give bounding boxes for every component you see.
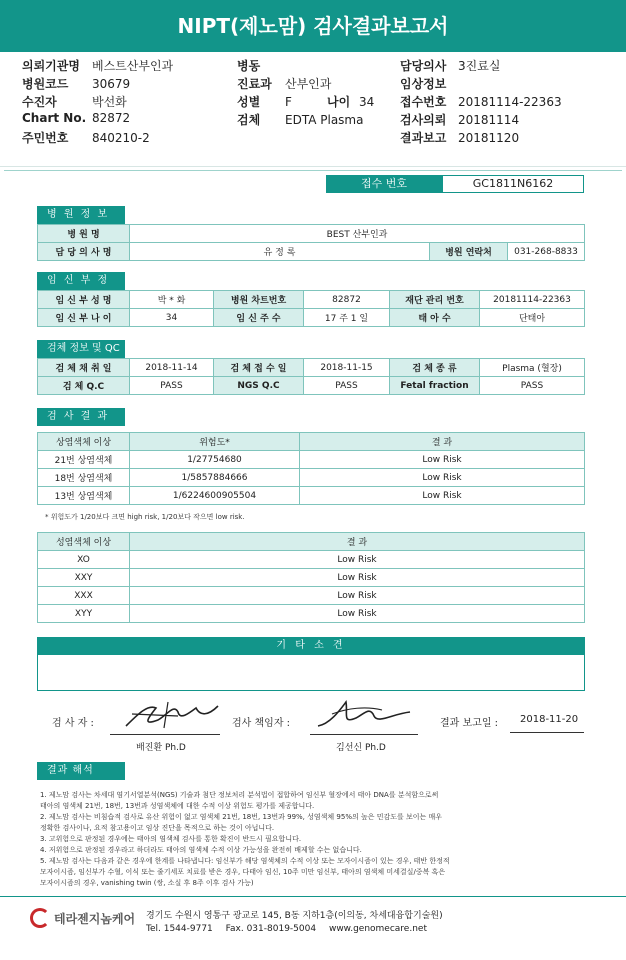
hospital-table bbox=[37, 224, 585, 261]
accession-label: 접수번호 bbox=[400, 95, 447, 109]
interpretation-line: 정확한 검사이나, 요적 참고용이고 임상 진단을 목적으로 하는 것이 아닙니다. bbox=[40, 824, 275, 832]
pt-age-label: 임 신 부 나 이 bbox=[38, 309, 130, 327]
hospital-section-header: 병 원 정 보 bbox=[37, 206, 125, 224]
sex-label: 성별 bbox=[237, 95, 261, 109]
pt-chart-value: 82872 bbox=[304, 291, 390, 309]
chart-no-label: Chart No. bbox=[22, 111, 87, 125]
company-fax: Fax. 031-8019-5004 bbox=[225, 924, 317, 934]
pt-mgmt-label: 재단 관리 번호 bbox=[390, 291, 480, 309]
interpretation-header: 결과 해석 bbox=[37, 762, 125, 780]
sp-type-label: 검 체 종 류 bbox=[390, 359, 480, 377]
patient-table bbox=[37, 290, 585, 327]
doctor-cell-value: 유 정 록 bbox=[130, 243, 430, 261]
chromosome-cell: 13번 상염색체 bbox=[38, 487, 130, 505]
report-title: NIPT(제노맘) 검사결과보고서 bbox=[0, 0, 626, 52]
result-cell: Low Risk bbox=[300, 487, 585, 505]
receipt-number-value: GC1811N6162 bbox=[442, 175, 584, 193]
risk-footnote: * 위험도가 1/20보다 크면 high risk, 1/20보다 작으면 low risk. bbox=[45, 513, 245, 521]
hospital-name-cell-value: BEST 산부인과 bbox=[130, 225, 585, 243]
header-col2 bbox=[237, 57, 374, 129]
report-date-value-sig: 2018-11-20 bbox=[520, 714, 579, 725]
table-row bbox=[38, 569, 585, 587]
autosome-header-abnormality: 상염색체 이상 bbox=[38, 433, 130, 451]
pt-chart-label: 병원 차트번호 bbox=[214, 291, 304, 309]
risk-cell: 1/6224600905504 bbox=[130, 487, 300, 505]
footer-divider bbox=[0, 896, 626, 897]
specimen-label: 검체 bbox=[237, 113, 261, 127]
interpretation-line: 3. 고위험으로 판정된 경우에는 태아의 염색체 검사를 통한 확진이 반드시 필요합니다. bbox=[40, 835, 302, 843]
header-col3 bbox=[400, 57, 562, 147]
department-value: 산부인과 bbox=[285, 77, 332, 91]
report-date-label: 결과보고 bbox=[400, 131, 447, 145]
sex-chromosome-cell: XXX bbox=[38, 587, 130, 605]
sp-receive-label: 검 체 접 수 일 bbox=[214, 359, 304, 377]
examiner-label: 검 사 자 : bbox=[52, 718, 94, 729]
phone-cell-label: 병원 연락처 bbox=[430, 243, 508, 261]
ward-label: 병동 bbox=[237, 59, 261, 73]
sp-ngs-label: NGS Q.C bbox=[214, 377, 304, 395]
interpretation-line: 2. 제노맘 검사는 비침습적 검사로 유산 위험이 없고 염색체 21번, 18번, 13번과 99%, 성염색체 95%의 높은 민감도를 보이는 매우 bbox=[40, 813, 443, 821]
age-value: 34 bbox=[359, 95, 375, 109]
chart-no-value: 82872 bbox=[92, 111, 131, 125]
responsible-sig-line bbox=[310, 734, 418, 735]
other-findings-box bbox=[37, 655, 585, 691]
result-cell: Low Risk bbox=[300, 451, 585, 469]
specimen-table bbox=[37, 358, 585, 395]
sp-receive-value: 2018-11-15 bbox=[304, 359, 390, 377]
table-row bbox=[38, 469, 585, 487]
company-contacts bbox=[146, 924, 427, 934]
table-row bbox=[38, 605, 585, 623]
risk-cell: 1/5857884666 bbox=[130, 469, 300, 487]
interpretation-text bbox=[40, 790, 590, 889]
examiner-name: 배진환 Ph.D bbox=[136, 743, 186, 753]
hospital-code-label: 병원코드 bbox=[22, 77, 69, 91]
table-row bbox=[38, 551, 585, 569]
report-date-line bbox=[510, 732, 584, 733]
report-date-label-sig: 결과 보고일 : bbox=[440, 718, 499, 729]
examiner-signature bbox=[118, 694, 228, 734]
autosome-header-result: 결 과 bbox=[300, 433, 585, 451]
interpretation-line: 4. 저위험으로 판정된 경우라고 하더라도 태아의 염색체 수적 이상 가능성을 완전히 배제할 수는 없습니다. bbox=[40, 846, 362, 854]
sex-header-abnormality: 성염색체 이상 bbox=[38, 533, 130, 551]
sp-collect-value: 2018-11-14 bbox=[130, 359, 214, 377]
doctor-value: 3진료실 bbox=[458, 59, 501, 73]
responsible-name: 김선신 Ph.D bbox=[336, 743, 386, 753]
sex-chromosome-table bbox=[37, 532, 585, 623]
table-row bbox=[38, 451, 585, 469]
result-cell: Low Risk bbox=[130, 605, 585, 623]
result-cell: Low Risk bbox=[130, 551, 585, 569]
pt-name-label: 임 신 부 성 명 bbox=[38, 291, 130, 309]
other-findings-header: 기 타 소 견 bbox=[37, 637, 585, 655]
result-cell: Low Risk bbox=[130, 587, 585, 605]
patient-label: 수진자 bbox=[22, 95, 57, 109]
doctor-cell-label: 담 당 의 사 명 bbox=[38, 243, 130, 261]
accession-value: 20181114-22363 bbox=[458, 95, 562, 109]
department-label: 진료과 bbox=[237, 77, 272, 91]
interpretation-line: 모자이시즘, 임신부가 수혈, 이식 또는 줄기세포 치료를 받은 경우, 다태아 임신, 10주 미만 임신부, 태아의 염색체 미세결실/중복 혹은 bbox=[40, 868, 446, 876]
sp-ff-label: Fetal fraction bbox=[390, 377, 480, 395]
request-date-label: 검사의뢰 bbox=[400, 113, 447, 127]
sp-collect-label: 검 체 채 취 일 bbox=[38, 359, 130, 377]
interpretation-line: 1. 제노맘 검사는 차세대 염기서열분석(NGS) 기술과 첨단 정보처리 분석법이 접합하여 임신부 혈장에서 태아 DNA를 분석함으로써 bbox=[40, 791, 439, 799]
report-date-value: 20181120 bbox=[458, 131, 520, 145]
result-cell: Low Risk bbox=[300, 469, 585, 487]
age-label: 나이 bbox=[327, 95, 351, 109]
interpretation-line: 태아의 염색체 21번, 18번, 13번과 성염색체에 대한 수적 이상 위험도 평가를 제공합니다. bbox=[40, 802, 315, 810]
chromosome-cell: 18번 상염색체 bbox=[38, 469, 130, 487]
risk-cell: 1/27754680 bbox=[130, 451, 300, 469]
phone-cell-value: 031-268-8833 bbox=[508, 243, 585, 261]
company-name: 테라젠지놈케어 bbox=[54, 912, 136, 926]
sex-value: F bbox=[285, 95, 292, 109]
table-row bbox=[38, 587, 585, 605]
autosome-header-risk: 위험도* bbox=[130, 433, 300, 451]
doctor-label: 담당의사 bbox=[400, 59, 447, 73]
sp-type-value: Plasma (혈장) bbox=[480, 359, 585, 377]
sp-qc-value: PASS bbox=[130, 377, 214, 395]
table-row bbox=[38, 487, 585, 505]
resident-no-label: 주민번호 bbox=[22, 131, 69, 145]
interpretation-line: 5. 제노맘 검사는 다음과 같은 경우에 한계를 나타냅니다: 임신부가 해당 염색체의 수적 이상 또는 모자이시즘이 있는 경우, 태반 한정적 bbox=[40, 857, 450, 865]
company-web[interactable]: www.genomecare.net bbox=[328, 924, 427, 934]
patient-section-header: 임 신 부 정 bbox=[37, 272, 125, 290]
pt-weeks-value: 17 주 1 일 bbox=[304, 309, 390, 327]
responsible-label: 검사 책임자 : bbox=[232, 718, 291, 729]
pt-name-value: 박 * 화 bbox=[130, 291, 214, 309]
resident-no-value: 840210-2 bbox=[92, 131, 150, 145]
sex-chromosome-cell: XXY bbox=[38, 569, 130, 587]
hospital-name-label: 의뢰기관명 bbox=[22, 59, 80, 73]
hospital-name-cell-label: 병 원 명 bbox=[38, 225, 130, 243]
pt-fetus-value: 단태아 bbox=[480, 309, 585, 327]
company-tel: Tel. 1544-9771 bbox=[146, 924, 213, 934]
header-divider bbox=[0, 166, 626, 167]
receipt-number-label: 접수 번호 bbox=[326, 175, 442, 193]
chromosome-cell: 21번 상염색체 bbox=[38, 451, 130, 469]
company-address: 경기도 수원시 영통구 광교로 145, B동 지하1층(이의동, 차세대융합기술원) bbox=[146, 911, 443, 921]
sp-ngs-value: PASS bbox=[304, 377, 390, 395]
pt-fetus-label: 태 아 수 bbox=[390, 309, 480, 327]
pt-age-value: 34 bbox=[130, 309, 214, 327]
sp-ff-value: PASS bbox=[480, 377, 585, 395]
request-date-value: 20181114 bbox=[458, 113, 520, 127]
specimen-value: EDTA Plasma bbox=[285, 113, 364, 127]
autosome-results-table bbox=[37, 432, 585, 505]
company-logo-icon bbox=[30, 908, 50, 928]
header-col1 bbox=[22, 57, 173, 147]
specimen-section-header: 검체 정보 및 QC bbox=[37, 340, 125, 358]
sp-qc-label: 검 체 Q.C bbox=[38, 377, 130, 395]
patient-value: 박선화 bbox=[92, 95, 127, 109]
results-section-header: 검 사 결 과 bbox=[37, 408, 125, 426]
result-cell: Low Risk bbox=[130, 569, 585, 587]
examiner-sig-line bbox=[110, 734, 220, 735]
hospital-code-value: 30679 bbox=[92, 77, 131, 91]
sex-header-result: 결 과 bbox=[130, 533, 585, 551]
hospital-name-value: 베스트산부인과 bbox=[92, 59, 174, 73]
sex-chromosome-cell: XYY bbox=[38, 605, 130, 623]
pt-mgmt-value: 20181114-22363 bbox=[480, 291, 585, 309]
pt-weeks-label: 임 신 주 수 bbox=[214, 309, 304, 327]
interpretation-line: 모자이시즘의 경우, vanishing twin (쌍, 소실 후 8주 이후 검사 가능) bbox=[40, 879, 254, 887]
responsible-signature bbox=[312, 696, 422, 734]
sex-chromosome-cell: XO bbox=[38, 551, 130, 569]
clinical-info-label: 임상정보 bbox=[400, 77, 447, 91]
